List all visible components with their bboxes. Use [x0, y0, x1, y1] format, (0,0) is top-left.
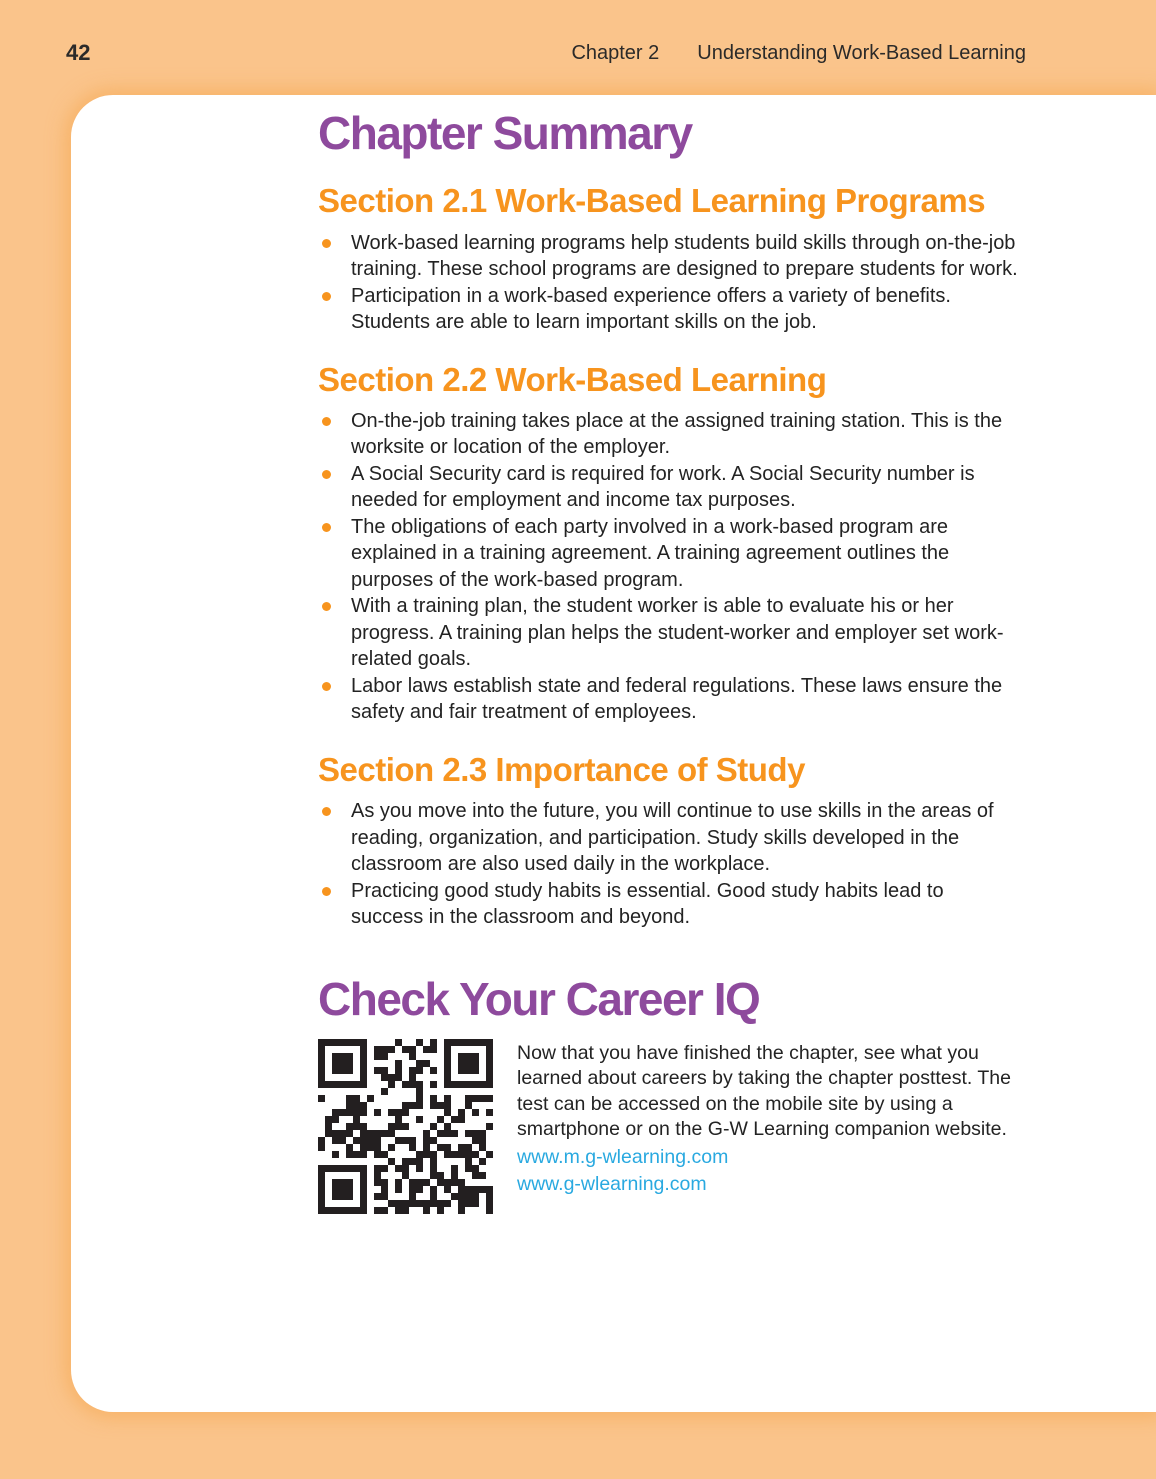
bullet-text: Work-based learning programs help students build skills through on-the-job training. These school programs are designed to prepare students for work.	[351, 231, 1018, 281]
career-iq-paragraph: Now that you have finished the chapter, see what you learned about careers by taking the chapter posttest. The test can be accessed on the mobile site by using a smartphone or on the G-W Learning companion website.	[517, 1041, 1011, 1141]
bullet-icon	[322, 470, 331, 479]
section-2-2-heading: Section 2.2 Work-Based Learning	[318, 360, 827, 398]
career-iq-links	[517, 1144, 1017, 1198]
career-iq-title: Check Your Career IQ	[318, 972, 760, 1025]
bullet-text: A Social Security card is required for work. A Social Security number is needed for employment and income tax purposes.	[351, 462, 975, 512]
companion-website-link[interactable]: www.g-wlearning.com	[517, 1172, 707, 1195]
bullet-text: The obligations of each party involved in a work-based program are explained in a training agreement. A training agreement outlines the purposes of the work-based program.	[351, 515, 950, 591]
bullet-item	[318, 878, 1018, 931]
running-head-right	[571, 42, 1026, 65]
content	[318, 109, 1018, 1214]
bullet-text: Participation in a work-based experience offers a variety of benefits. Students are able to learn important skills on the job.	[351, 284, 951, 334]
bullet-text: As you move into the future, you will continue to use skills in the areas of reading, organization, and participation. Study skills developed in the classroom are also used daily in the workplace.	[351, 800, 994, 876]
bullet-icon	[322, 523, 331, 532]
qr-code-icon	[318, 1039, 493, 1214]
bullet-icon	[322, 417, 331, 426]
bullet-item	[318, 514, 1018, 594]
section-2-2-bullets	[318, 408, 1018, 726]
bullet-item	[318, 593, 1018, 673]
page-number: 42	[66, 40, 91, 65]
bullet-icon	[322, 602, 331, 611]
bullet-text: Labor laws establish state and federal regulations. These laws ensure the safety and fair treatment of employees.	[351, 674, 1003, 724]
bullet-icon	[322, 682, 331, 691]
bullet-item	[318, 230, 1018, 283]
bullet-icon	[322, 807, 331, 816]
bullet-icon	[322, 292, 331, 301]
bullet-icon	[322, 887, 331, 896]
running-head-title: Understanding Work-Based Learning	[697, 42, 1026, 64]
section-2-3-heading: Section 2.3 Importance of Study	[318, 750, 805, 788]
bullet-item	[318, 798, 1018, 878]
bullet-text: Practicing good study habits is essential. Good study habits lead to success in the classroom and beyond.	[351, 879, 944, 929]
bullet-text: On-the-job training takes place at the assigned training station. This is the worksite or location of the employer.	[351, 409, 1003, 459]
career-iq-row	[318, 1039, 1018, 1214]
chapter-summary-title: Chapter Summary	[318, 107, 692, 159]
career-iq-text	[517, 1039, 1017, 1198]
running-head-chapter: Chapter 2	[571, 42, 660, 64]
bullet-item	[318, 408, 1018, 461]
content-panel	[71, 95, 1156, 1412]
bullet-text: With a training plan, the student worker is able to evaluate his or her progress. A training plan helps the student-worker and employer set work-related goals.	[351, 595, 1004, 671]
bullet-item	[318, 461, 1018, 514]
running-head	[0, 40, 1156, 70]
section-2-3-bullets	[318, 798, 1018, 931]
bullet-icon	[322, 239, 331, 248]
section-2-1-bullets	[318, 230, 1018, 336]
bullet-item	[318, 673, 1018, 726]
mobile-site-link[interactable]: www.m.g-wlearning.com	[517, 1145, 729, 1168]
section-2-1-heading: Section 2.1 Work-Based Learning Programs	[318, 182, 986, 220]
bullet-item	[318, 283, 1018, 336]
